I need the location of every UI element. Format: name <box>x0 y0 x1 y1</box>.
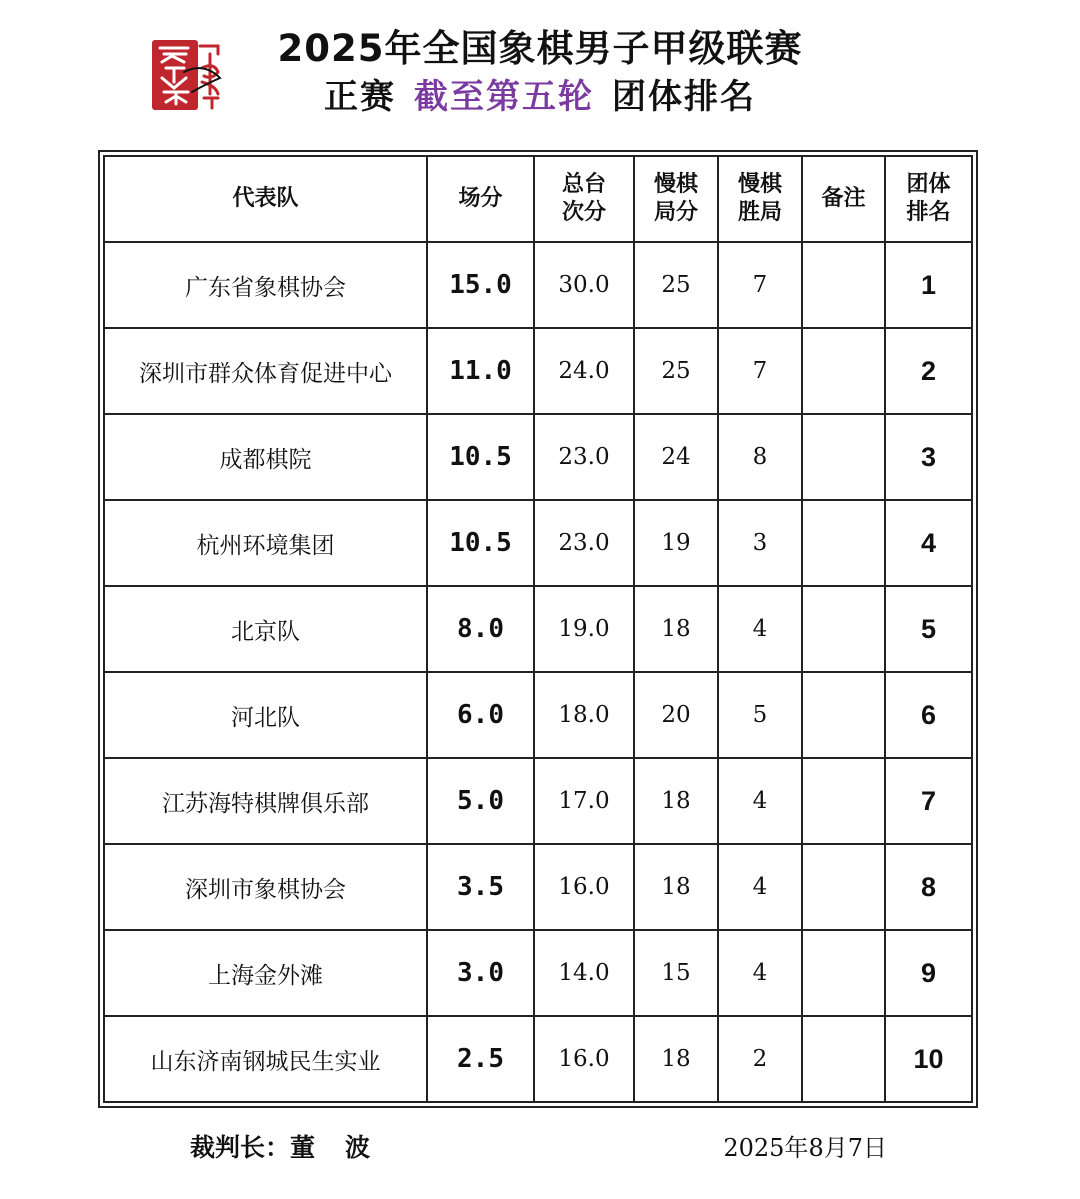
header-team: 代表队 <box>104 156 427 242</box>
cell-team-rank: 6 <box>885 672 972 758</box>
cell-match-points: 10.5 <box>427 414 534 500</box>
cell-team-rank: 10 <box>885 1016 972 1102</box>
round-label: 截至第五轮 <box>414 77 594 117</box>
table-row <box>104 844 972 930</box>
cell-total-points: 18.0 <box>534 672 634 758</box>
cell-slow-game-wins: 8 <box>718 414 802 500</box>
cell-remarks <box>802 758 885 844</box>
cell-slow-game-wins: 7 <box>718 242 802 328</box>
cell-slow-game-wins: 4 <box>718 930 802 1016</box>
cell-remarks <box>802 586 885 672</box>
table-row <box>104 500 972 586</box>
header-slow-game-points: 慢棋 局分 <box>634 156 718 242</box>
cell-team-rank: 2 <box>885 328 972 414</box>
cell-remarks <box>802 500 885 586</box>
cell-total-points: 30.0 <box>534 242 634 328</box>
cell-team-rank: 3 <box>885 414 972 500</box>
cell-total-points: 16.0 <box>534 844 634 930</box>
header-team-rank: 团体 排名 <box>885 156 972 242</box>
cell-slow-game-points: 19 <box>634 500 718 586</box>
cell-slow-game-points: 24 <box>634 414 718 500</box>
red-seal-logo-icon <box>150 38 226 112</box>
cell-match-points: 5.0 <box>427 758 534 844</box>
cell-slow-game-points: 18 <box>634 1016 718 1102</box>
table-row <box>104 242 972 328</box>
cell-team-rank: 5 <box>885 586 972 672</box>
cell-match-points: 6.0 <box>427 672 534 758</box>
cell-team-rank: 4 <box>885 500 972 586</box>
cell-slow-game-wins: 4 <box>718 758 802 844</box>
header-remarks: 备注 <box>802 156 885 242</box>
table-row <box>104 1016 972 1102</box>
cell-team-rank: 9 <box>885 930 972 1016</box>
cell-team: 深圳市群众体育促进中心 <box>104 328 427 414</box>
cell-remarks <box>802 930 885 1016</box>
cell-remarks <box>802 414 885 500</box>
table-row <box>104 930 972 1016</box>
table-row <box>104 586 972 672</box>
cell-total-points: 17.0 <box>534 758 634 844</box>
cell-slow-game-wins: 2 <box>718 1016 802 1102</box>
table-row <box>104 414 972 500</box>
cell-remarks <box>802 844 885 930</box>
page-subtitle <box>240 72 840 122</box>
standings-body <box>104 242 972 1102</box>
chief-referee-name: 董波 <box>290 1133 401 1162</box>
cell-remarks <box>802 242 885 328</box>
cell-team: 江苏海特棋牌俱乐部 <box>104 758 427 844</box>
cell-team: 山东济南钢城民生实业 <box>104 1016 427 1102</box>
cell-slow-game-points: 25 <box>634 242 718 328</box>
cell-total-points: 14.0 <box>534 930 634 1016</box>
cell-slow-game-wins: 7 <box>718 328 802 414</box>
table-row <box>104 672 972 758</box>
cell-slow-game-wins: 3 <box>718 500 802 586</box>
cell-slow-game-wins: 4 <box>718 586 802 672</box>
cell-team: 广东省象棋协会 <box>104 242 427 328</box>
ranking-label: 团体排名 <box>612 77 756 117</box>
standings-table <box>103 155 973 1103</box>
cell-match-points: 3.0 <box>427 930 534 1016</box>
page-title: 2025年全国象棋男子甲级联赛 <box>277 27 803 70</box>
cell-total-points: 23.0 <box>534 500 634 586</box>
cell-total-points: 24.0 <box>534 328 634 414</box>
standings-table-frame <box>98 150 978 1108</box>
cell-team: 河北队 <box>104 672 427 758</box>
stage-label: 正赛 <box>324 77 396 117</box>
header-total-points: 总台 次分 <box>534 156 634 242</box>
header-slow-game-wins: 慢棋 胜局 <box>718 156 802 242</box>
table-header-row <box>104 156 972 242</box>
chief-referee <box>190 1130 400 1166</box>
cell-team: 北京队 <box>104 586 427 672</box>
cell-total-points: 23.0 <box>534 414 634 500</box>
chief-referee-label: 裁判长： <box>190 1133 291 1162</box>
cell-match-points: 15.0 <box>427 242 534 328</box>
cell-team-rank: 7 <box>885 758 972 844</box>
header-match-points: 场分 <box>427 156 534 242</box>
cell-slow-game-points: 15 <box>634 930 718 1016</box>
cell-team: 成都棋院 <box>104 414 427 500</box>
cell-slow-game-points: 18 <box>634 586 718 672</box>
cell-total-points: 16.0 <box>534 1016 634 1102</box>
cell-remarks <box>802 1016 885 1102</box>
cell-match-points: 11.0 <box>427 328 534 414</box>
cell-match-points: 8.0 <box>427 586 534 672</box>
cell-total-points: 19.0 <box>534 586 634 672</box>
cell-slow-game-points: 18 <box>634 844 718 930</box>
cell-team-rank: 1 <box>885 242 972 328</box>
cell-slow-game-points: 25 <box>634 328 718 414</box>
cell-slow-game-points: 18 <box>634 758 718 844</box>
report-date: 2025年8月7日 <box>723 1134 887 1162</box>
table-row <box>104 328 972 414</box>
table-row <box>104 758 972 844</box>
cell-match-points: 3.5 <box>427 844 534 930</box>
cell-team: 深圳市象棋协会 <box>104 844 427 930</box>
cell-match-points: 10.5 <box>427 500 534 586</box>
cell-slow-game-wins: 4 <box>718 844 802 930</box>
cell-team-rank: 8 <box>885 844 972 930</box>
cell-match-points: 2.5 <box>427 1016 534 1102</box>
cell-team: 杭州环境集团 <box>104 500 427 586</box>
cell-slow-game-wins: 5 <box>718 672 802 758</box>
cell-remarks <box>802 672 885 758</box>
cell-team: 上海金外滩 <box>104 930 427 1016</box>
cell-slow-game-points: 20 <box>634 672 718 758</box>
cell-remarks <box>802 328 885 414</box>
